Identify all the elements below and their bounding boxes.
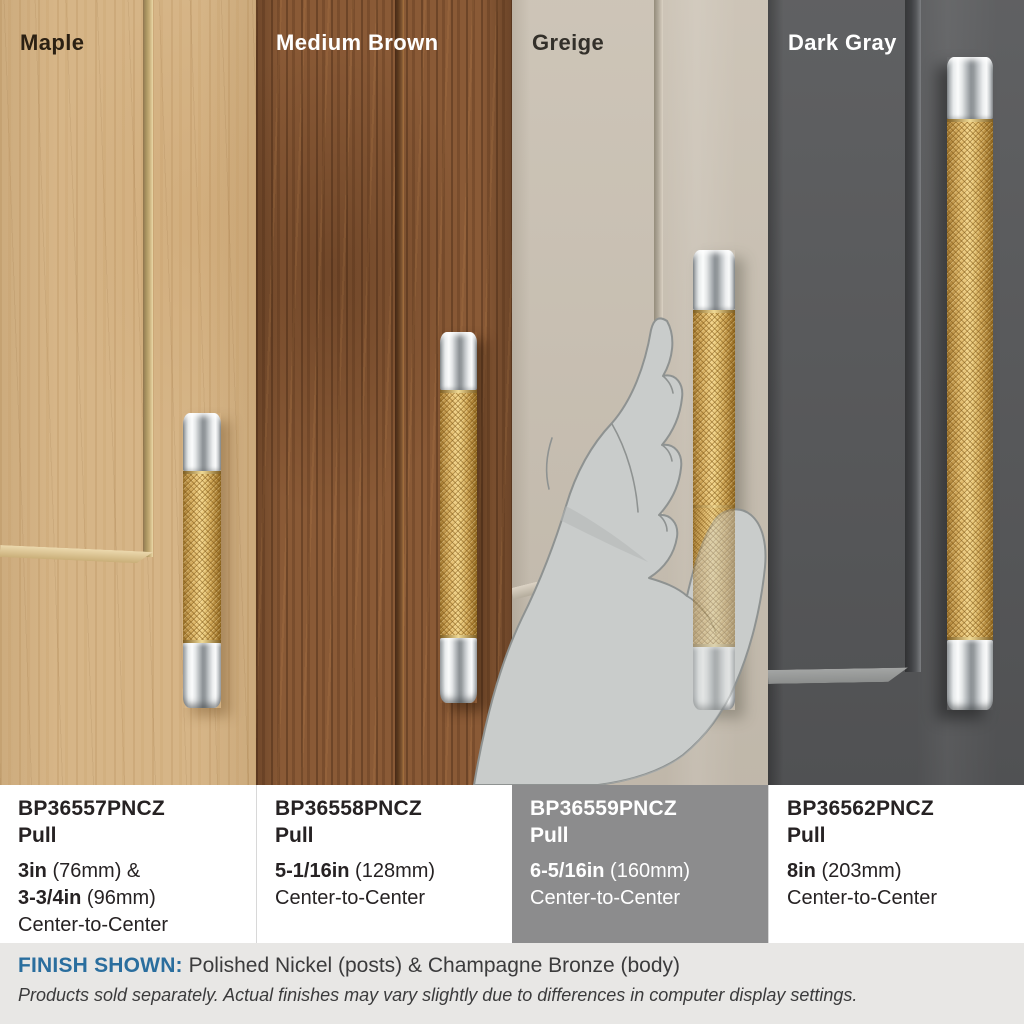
cabinet-pull-8in xyxy=(947,57,993,710)
pull-top-post-polished-nickel xyxy=(183,413,221,471)
size-text: 6-5/16in (160mm) Center-to-Center xyxy=(530,860,691,909)
sku: BP36559PNCZ xyxy=(530,797,677,820)
pull-bottom-post-polished-nickel xyxy=(183,643,221,708)
sku: BP36562PNCZ xyxy=(787,797,934,820)
size-text: 8in (203mm) Center-to-Center xyxy=(787,860,938,909)
sku: BP36557PNCZ xyxy=(18,797,165,820)
product-type-label: Pull xyxy=(18,824,57,847)
info-card-bp36558 xyxy=(256,785,512,943)
size-text: 3in (76mm) & 3-3/4in (96mm) Center-to-Center xyxy=(18,860,169,936)
finish-shown-label: FINISH SHOWN: xyxy=(18,954,183,977)
pull-knurled-body-champagne-bronze xyxy=(183,471,221,643)
finish-shown-bar xyxy=(0,943,1024,1024)
info-card-bp36557 xyxy=(0,785,256,943)
hand-illustration xyxy=(420,300,768,785)
finish-name-maple: Maple xyxy=(20,30,85,55)
finish-name-greige: Greige xyxy=(532,30,605,55)
door-panel-bevel xyxy=(768,668,908,684)
product-type-label: Pull xyxy=(787,824,826,847)
product-info-row xyxy=(0,785,1024,943)
finish-name-medium-brown: Medium Brown xyxy=(276,30,439,55)
pull-knurled-body-champagne-bronze xyxy=(947,119,993,640)
size-text: 5-1/16in (128mm) Center-to-Center xyxy=(275,860,436,909)
cabinet-pull-3in xyxy=(183,413,221,708)
door-panel-groove xyxy=(395,0,404,785)
pull-bottom-post-polished-nickel xyxy=(947,640,993,710)
door-panel-groove xyxy=(905,0,921,672)
door-panel-groove xyxy=(143,0,153,557)
finish-shown-value: Polished Nickel (posts) & Champagne Bronze (body) xyxy=(182,954,680,977)
product-type-label: Pull xyxy=(275,824,314,847)
finish-name-dark-gray: Dark Gray xyxy=(788,30,897,55)
disclaimer-text: Products sold separately. Actual finishes may vary slightly due to differences in computer display settings. xyxy=(18,985,858,1005)
pull-top-post-polished-nickel xyxy=(947,57,993,119)
finish-shown-line xyxy=(18,954,1024,978)
product-type-label: Pull xyxy=(530,824,569,847)
info-card-bp36562 xyxy=(768,785,1024,943)
sku: BP36558PNCZ xyxy=(275,797,422,820)
info-card-bp36559-highlighted xyxy=(512,785,768,943)
